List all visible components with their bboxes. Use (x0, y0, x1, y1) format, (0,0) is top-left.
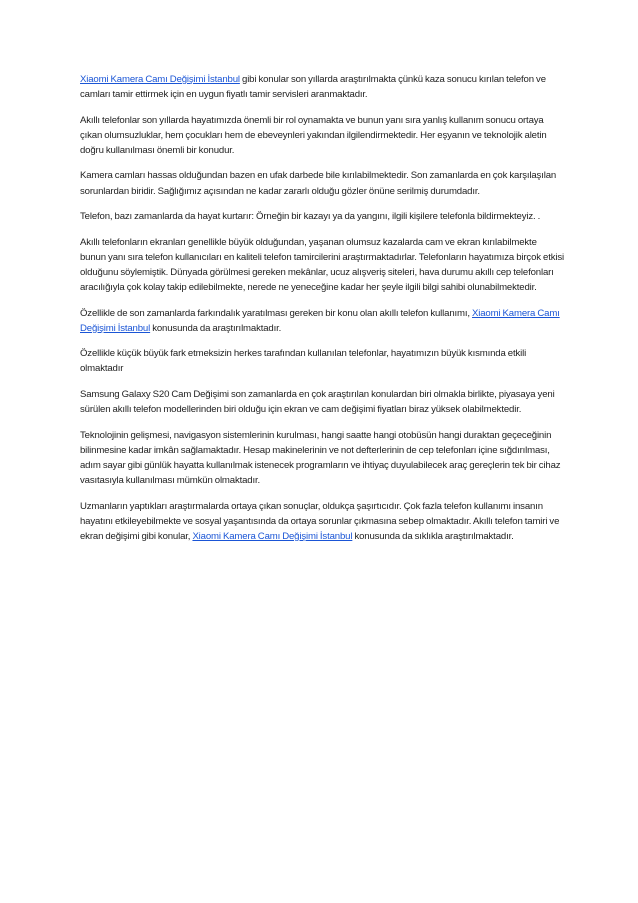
paragraph-1 (80, 72, 564, 102)
paragraph-6-text-before: Özellikle de son zamanlarda farkındalık yaratılması gereken bir konu olan akıllı telefon kullanımı, (80, 307, 473, 319)
paragraph-9: Teknolojinin gelişmesi, navigasyon sistemlerinin kurulması, hangi saatte hangi otobüsün hangi duraktan geçeceğinin bilinmesine kadar imkân sağlamaktadır. Hesap makinelerinin ve not defterlerinin de cep telefonları içine sığdırılması, adım sayar gibi günlük hayatta kullanılmak istenecek programların ve ihtiyaç duyulabilecek araç gereçlerin tek bir cihaz vasıtasıyla kullanılması mümkün olmaktadır. (80, 429, 561, 486)
document-body (80, 72, 564, 554)
paragraph-10-text-before: Uzmanların yaptıkları araştırmalarda ortaya çıkan sonuçlar, oldukça şaşırtıcıdır. Çok fazla telefon kullanımı insanın hayatını etkileyebilmekte ve sosyal yaşantısında da ortaya sorunlar çıkmasına sebep olmaktadır. Akıllı telefon tamiri ve ekran değişimi gibi konular, (80, 500, 560, 542)
paragraph-6-text-after: konusunda da araştırılmaktadır. (150, 322, 282, 334)
paragraph-10-text-after: konusunda da sıklıkla araştırılmaktadır. (352, 530, 514, 542)
xiaomi-camera-glass-link[interactable]: Xiaomi Kamera Camı Değişimi İstanbul (80, 74, 240, 85)
xiaomi-camera-glass-link[interactable]: Xiaomi Kamera Camı Değişimi İstanbul (192, 530, 353, 542)
paragraph-1-text: gibi konular son yıllarda araştırılmakta çünkü kaza sonucu kırılan telefon ve camları tamir ettirmek için en uygun fiyatlı tamir servisleri aranmaktadır. (80, 74, 546, 101)
xiaomi-camera-glass-link[interactable]: Xiaomi Kamera Camı Değişimi İstanbul (80, 307, 560, 334)
paragraph-10 (80, 499, 564, 544)
paragraph-4: Telefon, bazı zamanlarda da hayat kurtarır: Örneğin bir kazayı ya da yangını, ilgili kişilere telefonla bildirmekteyiz. . (80, 211, 541, 223)
paragraph-3: Kamera camları hassas olduğundan bazen en ufak darbede bile kırılabilmektedir. Son zamanlarda en çok karşılaşılan sorunlardan biridir. Sağlığımız açısından ne kadar zararlı olduğu gözler önüne serilmiş durumdadır. (80, 170, 557, 197)
paragraph-7: Özellikle küçük büyük fark etmeksizin herkes tarafından kullanılan telefonlar, hayatımızın büyük kısmında etkili olmaktadır (80, 348, 527, 375)
paragraph-8: Samsung Galaxy S20 Cam Değişimi son zamanlarda en çok araştırılan konulardan biri olmakla birlikte, piyasaya yeni sürülen akıllı telefon modellerinden biri olduğu için ekran ve cam değişimi fiyatları biraz yüksek olabilmektedir. (80, 389, 555, 416)
paragraph-2: Akıllı telefonlar son yıllarda hayatımızda önemli bir rol oynamakta ve bunun yanı sıra yanlış kullanım sonucu ortaya çıkan olumsuzluklar, hem çocukları hem de ebeveynleri yakından ilgilendirmektedir. Her eşyanın ve teknolojik aletin doğru kullanılması önemli bir konudur. (80, 114, 547, 156)
paragraph-5: Akıllı telefonların ekranları genellikle büyük olduğundan, yaşanan olumsuz kazalarda cam ve ekran kırılabilmekte bunun yanı sıra telefon kullanıcıları en kaliteli telefon tamircilerini araştırmaktadırlar. Telefonların hayatımıza birçok etkisi olduğunu söylemiştik. Dünyada görülmesi gereken mekânlar, ucuz alışveriş siteleri, hava durumu akıllı cep telefonları aracılığıyla çok kolay takip edilebilmekte, nerede ne yeneceğine kadar her şeyle ilgili bilgi sahibi olunabilmektedir. (80, 236, 564, 294)
paragraph-6 (80, 306, 564, 336)
